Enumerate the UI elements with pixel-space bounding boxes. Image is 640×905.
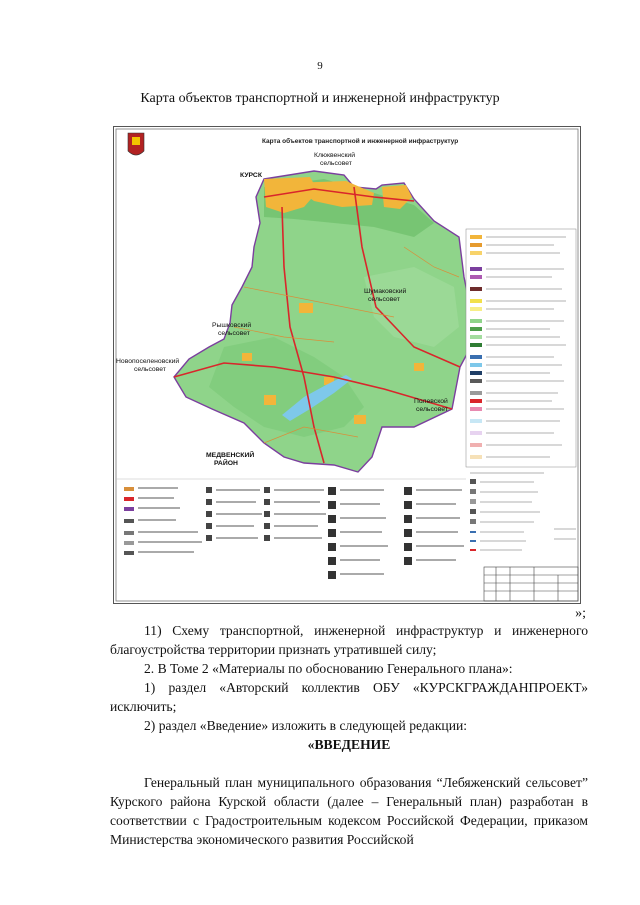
paragraph-sub-2: 2) раздел «Введение» изложить в следующей редакции:: [144, 718, 468, 733]
label-novoposelenovsky: Новопоселеновский сельсовет: [116, 358, 180, 373]
label-kursk: КУРСК: [240, 172, 262, 179]
map-legend-right: [466, 229, 576, 467]
title-block-stamp: [484, 567, 578, 601]
paragraph-intro: Генеральный план муниципального образования “Лебяженский сельсовет” Курского района Курской области (далее – Генеральный план) разработан в соответствии с Градостроительным кодексом Российской Федерации, приказом Министерства экономического развития Российской: [110, 775, 588, 847]
paragraph-item-2: 2. В Томе 2 «Материалы по обоснованию Генерального плана»:: [144, 661, 513, 676]
label-klyukvensky: Клюквенский сельсовет: [314, 152, 356, 167]
page-title: Карта объектов транспортной и инженерной инфраструктур: [140, 91, 500, 106]
label-polevskoy: Полевской сельсовет: [414, 398, 448, 413]
label-ryshkovsky: Рышковский сельсовет: [212, 322, 252, 337]
paragraph-item-11: 11) Схему транспортной, инженерной инфраструктур и инженерного благоустройства территории признать утратившей силу;: [110, 623, 588, 657]
quote-end: »;: [575, 606, 586, 621]
map-title: Карта объектов транспортной и инженерной инфраструктур: [262, 138, 459, 145]
map-legend-bottom: [116, 479, 466, 579]
page-number: 9: [317, 60, 323, 72]
coat-of-arms-icon: [128, 133, 144, 155]
map-legend-right-lower: [470, 473, 576, 550]
paragraph-sub-1: 1) раздел «Авторский коллектив ОБУ «КУРСКГРАЖДАНПРОЕКТ» исключить;: [110, 680, 588, 714]
label-medvensky: МЕДВЕНСКИЙ РАЙОН: [206, 452, 255, 467]
map-canvas: [114, 127, 580, 603]
map-figure: [113, 126, 581, 604]
label-shumakovsky: Шумаковский сельсовет: [364, 288, 407, 303]
section-heading: «ВВЕДЕНИЕ: [307, 737, 391, 752]
